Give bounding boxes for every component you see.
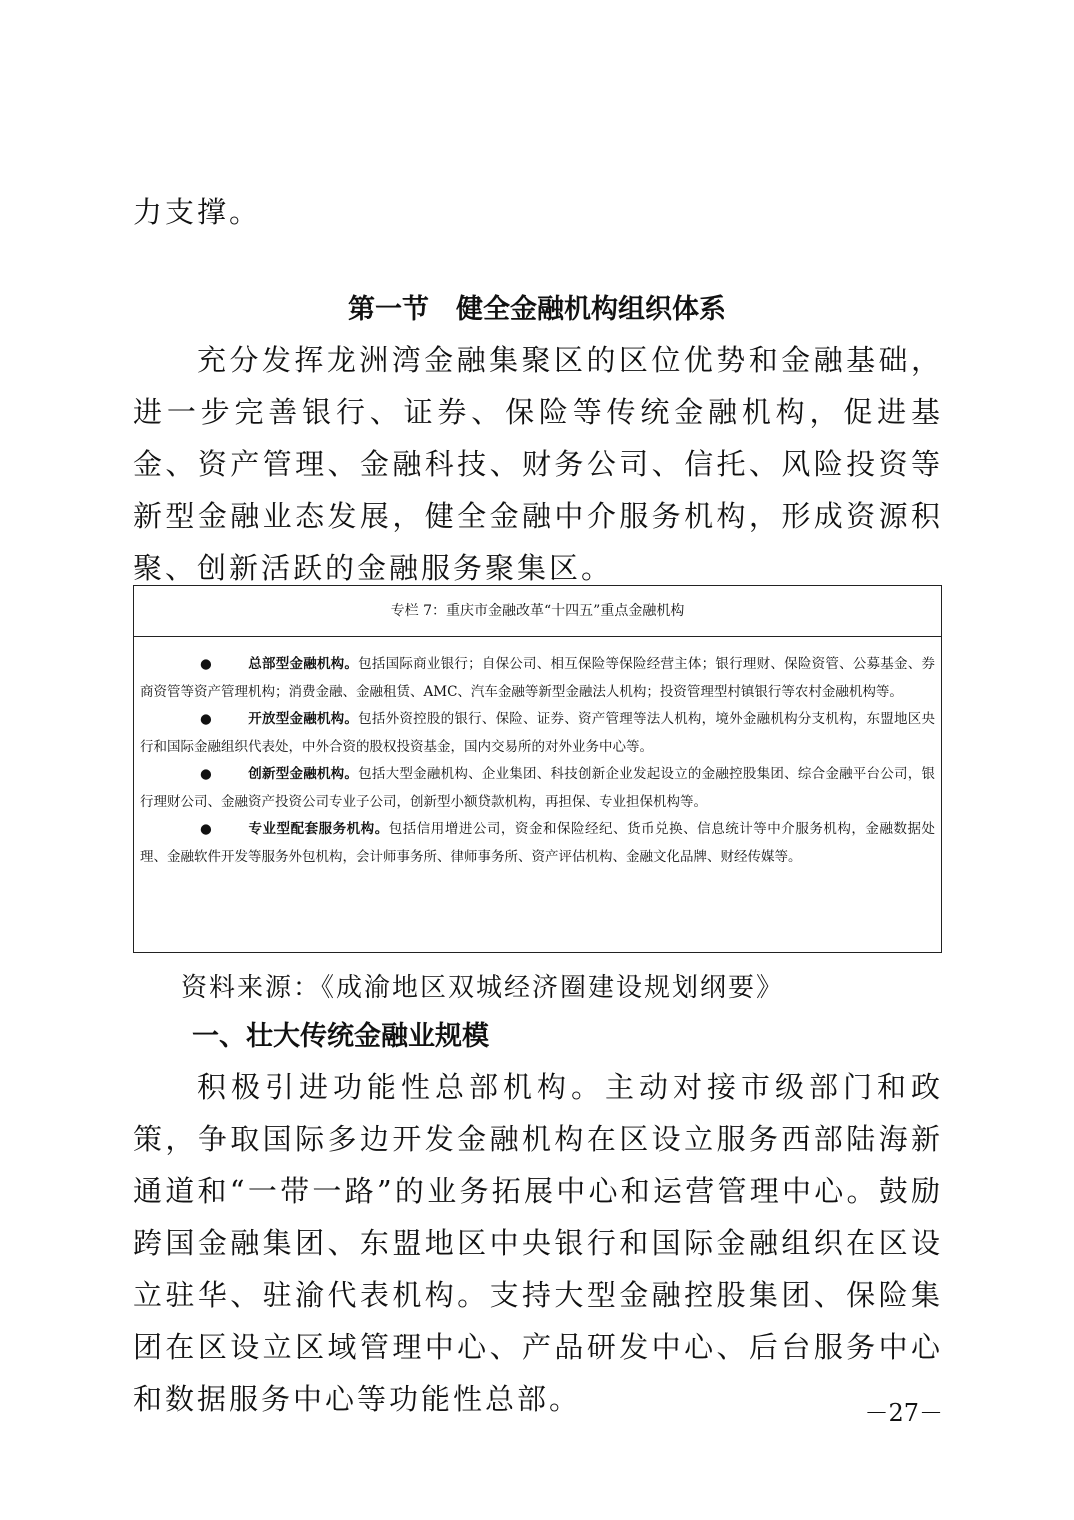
intro-line: 力支撑。: [133, 195, 262, 229]
box-item-heading: 总部型金融机构。: [248, 656, 359, 672]
box-item: [140, 761, 935, 816]
section-paragraph: 充分发挥龙洲湾金融集聚区的区位优势和金融基础，进一步完善银行、证券、保险等传统金融机构，促进基金、资产管理、金融科技、财务公司、信托、风险投资等新型金融业态发展，健全金融中介服务机构，形成资源积聚、创新活跃的金融服务聚集区。: [133, 343, 943, 585]
box-item: [140, 706, 935, 761]
box-item-heading: 专业型配套服务机构。: [248, 821, 389, 837]
bullet-icon: ●: [200, 821, 212, 837]
info-box-title: 专栏 7：重庆市金融改革“十四五”重点金融机构: [134, 586, 941, 637]
box-item-heading: 开放型金融机构。: [248, 711, 359, 727]
box-item-heading: 创新型金融机构。: [248, 766, 359, 782]
box-item: [140, 816, 935, 871]
box-item-text: 包括信用增进公司，资金和保险经纪、货币兑换、信息统计等中介服务机构，金融数据处理、金融软件开发等服务外包机构，会计师事务所、律师事务所、资产评估机构、金融文化品牌、财经传媒等。: [140, 821, 936, 865]
info-box-body: [134, 637, 941, 871]
page-number: －27－: [864, 1399, 943, 1427]
subsection-title: 一、壮大传统金融业规模: [192, 1021, 489, 1052]
subsection-paragraph: 积极引进功能性总部机构。主动对接市级部门和政策，争取国际多边开发金融机构在区设立服务西部陆海新通道和“一带一路”的业务拓展中心和运营管理中心。鼓励跨国金融集团、东盟地区中央银行和国际金融组织在区设立驻华、驻渝代表机构。支持大型金融控股集团、保险集团在区设立区域管理中心、产品研发中心、后台服务中心和数据服务中心等功能性总部。: [133, 1070, 943, 1416]
bullet-icon: ●: [200, 711, 212, 727]
box-item-text: 包括外资控股的银行、保险、证券、资产管理等法人机构，境外金融机构分支机构，东盟地区央行和国际金融组织代表处，中外合资的股权投资基金，国内交易所的对外业务中心等。: [140, 711, 936, 755]
box-item-text: 包括国际商业银行；自保公司、相互保险等保险经营主体；银行理财、保险资管、公募基金、券商资管等资产管理机构；消费金融、金融租赁、AMC、汽车金融等新型金融法人机构；投资管理型村镇银行等农村金融机构等。: [140, 656, 936, 700]
source-note: 资料来源：《成渝地区双城经济圈建设规划纲要》: [181, 973, 785, 1003]
info-box: [133, 585, 942, 953]
bullet-icon: ●: [200, 656, 212, 672]
box-item-text: 包括大型金融机构、企业集团、科技创新企业发起设立的金融控股集团、综合金融平台公司，银行理财公司、金融资产投资公司专业子公司，创新型小额贷款机构，再担保、专业担保机构等。: [140, 766, 936, 810]
section-title: 第一节 健全金融机构组织体系: [348, 294, 726, 325]
bullet-icon: ●: [200, 766, 212, 782]
box-item: [140, 651, 935, 706]
